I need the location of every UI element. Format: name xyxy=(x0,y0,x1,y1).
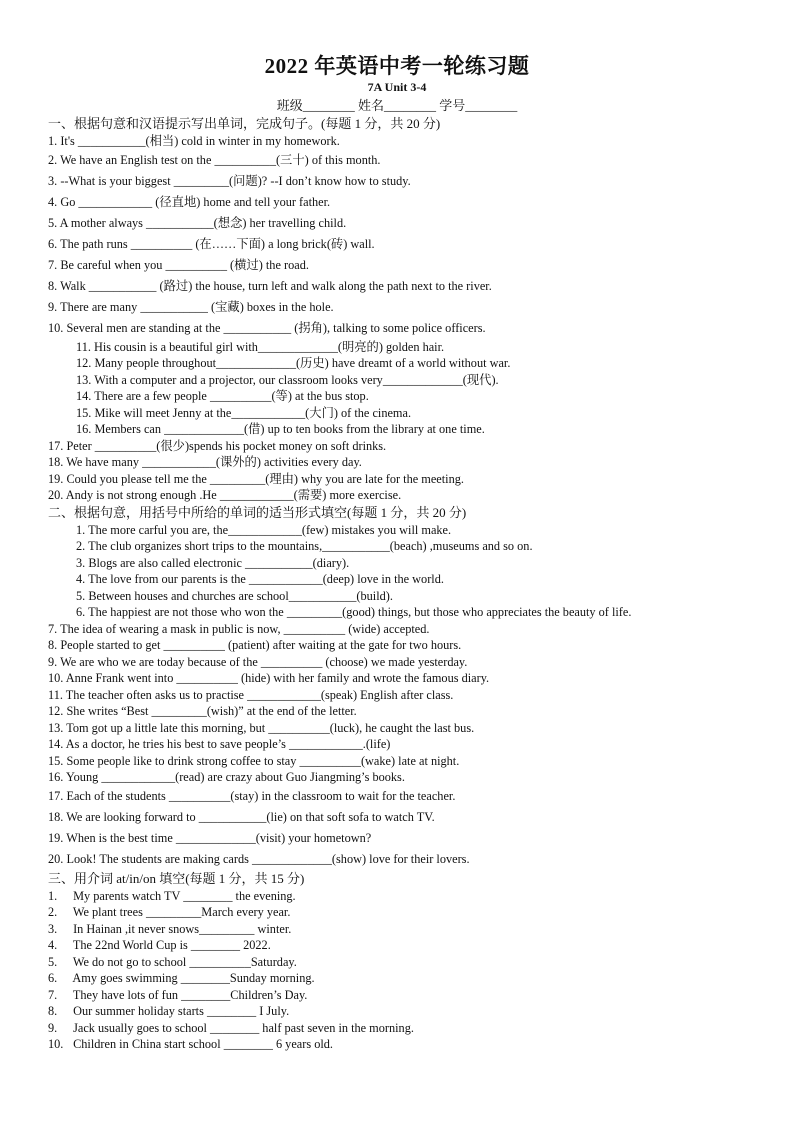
question-item xyxy=(48,555,768,572)
question-text: Some people like to drink strong coffee to stay __________(wake) late at night. xyxy=(66,753,460,768)
question-item xyxy=(48,888,768,905)
question-number: 16. xyxy=(76,422,92,436)
question-item xyxy=(48,192,768,213)
question-number: 6. xyxy=(48,971,58,985)
question-text: Mike will meet Jenny at the____________(大门) of the cinema. xyxy=(94,405,412,420)
question-text: Look! The students are making cards _____________(show) love for their lovers. xyxy=(66,851,470,866)
question-text: Tom got up a little late this morning, but __________(luck), he caught the last bus. xyxy=(66,720,475,735)
question-number: 8. xyxy=(48,278,58,293)
question-text: The happiest are not those who won the _________(good) things, but those who appreciates the beauty of life. xyxy=(88,605,632,619)
question-number: 10. xyxy=(48,1037,64,1051)
question-number: 1. xyxy=(76,522,86,537)
question-text: Anne Frank went into __________ (hide) with her family and wrote the famous diary. xyxy=(65,671,490,685)
question-item xyxy=(48,654,768,671)
question-item xyxy=(48,234,768,255)
question-text: We have many ____________(课外的) activities every day. xyxy=(66,455,362,469)
question-item xyxy=(48,405,768,422)
question-item xyxy=(48,954,768,971)
question-item xyxy=(48,255,768,276)
question-number: 20. xyxy=(48,488,64,502)
question-item xyxy=(48,421,768,438)
question-item xyxy=(48,753,768,770)
question-number: 4. xyxy=(76,572,86,586)
section-heading: 一、根据句意和汉语提示写出单词，完成句子。(每题 1 分，共 20 分) xyxy=(48,116,441,131)
question-text: We are looking forward to ___________(lie) on that soft sofa to watch TV. xyxy=(66,809,435,824)
question-item xyxy=(48,538,768,555)
question-text: Amy goes swimming ________Sunday morning. xyxy=(72,971,315,985)
question-number: 7. xyxy=(48,257,58,272)
section-2 xyxy=(48,504,768,870)
section-3 xyxy=(48,870,768,1053)
question-text: Children in China start school ________ 6 years old. xyxy=(73,1037,333,1051)
question-text: The idea of wearing a mask in public is now, __________ (wide) accepted. xyxy=(60,621,430,636)
question-number: 20. xyxy=(48,851,64,866)
question-number: 10. xyxy=(48,671,64,685)
question-item xyxy=(48,487,768,504)
question-number: 2. xyxy=(48,905,58,919)
question-text: Between houses and churches are school___________(build). xyxy=(88,588,393,603)
question-number: 5. xyxy=(48,954,58,969)
question-text: Peter __________(很少)spends his pocket money on soft drinks. xyxy=(66,438,387,453)
question-text: Several men are standing at the ___________ (拐角), talking to some police officers. xyxy=(66,320,486,335)
student-info-line: 班级________ 姓名________ 学号________ xyxy=(276,98,518,113)
question-number: 6. xyxy=(48,236,58,251)
question-number: 13. xyxy=(76,372,92,387)
question-number: 11. xyxy=(48,687,63,702)
question-number: 18. xyxy=(48,455,64,469)
question-number: 16. xyxy=(48,770,64,784)
question-item xyxy=(48,904,768,921)
question-item xyxy=(48,736,768,753)
question-text: Our summer holiday starts ________ I July. xyxy=(73,1004,290,1018)
question-text: The 22nd World Cup is ________ 2022. xyxy=(72,938,271,952)
question-text: The more carful you are, the____________(few) mistakes you will make. xyxy=(88,522,452,537)
question-text: The love from our parents is the ____________(deep) love in the world. xyxy=(88,572,444,586)
question-item xyxy=(48,388,768,405)
question-number: 8. xyxy=(48,1004,58,1018)
question-item xyxy=(48,807,768,828)
question-number: 3. xyxy=(48,921,58,936)
question-item xyxy=(48,471,768,488)
question-text: The club organizes short trips to the mountains,___________(beach) ,museums and so on. xyxy=(88,539,533,553)
question-text: The teacher often asks us to practise ____________(speak) English after class. xyxy=(65,687,454,702)
question-number: 19. xyxy=(48,471,64,486)
question-item xyxy=(48,769,768,786)
question-text: Andy is not strong enough .He ____________(需要) more exercise. xyxy=(65,488,402,502)
question-item xyxy=(48,687,768,704)
question-item xyxy=(48,133,768,150)
question-text: Members can _____________(借) up to ten books from the library at one time. xyxy=(94,422,485,436)
question-text: We have an English test on the __________(三十) of this month. xyxy=(60,152,381,167)
question-text: In Hainan ,it never snows_________ winter. xyxy=(73,921,292,936)
question-text: We do not go to school __________Saturday. xyxy=(72,954,297,969)
question-number: 9. xyxy=(48,1020,58,1035)
question-text: Jack usually goes to school ________ half past seven in the morning. xyxy=(73,1020,414,1035)
question-text: They have lots of fun ________Children’s Day. xyxy=(72,987,308,1002)
question-text: Be careful when you __________ (横过) the road. xyxy=(60,257,309,272)
question-item xyxy=(48,171,768,192)
question-item xyxy=(48,522,768,539)
question-text: She writes “Best _________(wish)” at the end of the letter. xyxy=(66,704,357,718)
question-text: Young ____________(read) are crazy about Guo Jiangming’s books. xyxy=(66,770,405,784)
question-text: His cousin is a beautiful girl with_____________(明亮的) golden hair. xyxy=(94,339,445,354)
question-text: As a doctor, he tries his best to save people’s ____________.(life) xyxy=(65,737,391,751)
question-item xyxy=(48,454,768,471)
question-item xyxy=(48,921,768,938)
question-item xyxy=(48,1036,768,1053)
question-text: Each of the students __________(stay) in the classroom to wait for the teacher. xyxy=(66,788,456,803)
question-text: With a computer and a projector, our classroom looks very_____________(现代). xyxy=(94,372,499,387)
question-number: 1. xyxy=(48,888,58,903)
question-number: 5. xyxy=(48,215,58,230)
question-text: --What is your biggest _________(问题)? --I don’t know how to study. xyxy=(60,173,411,188)
question-text: When is the best time _____________(visit) your hometown? xyxy=(66,830,372,845)
question-item xyxy=(48,1003,768,1020)
question-number: 12. xyxy=(48,704,64,718)
question-text: We are who we are today because of the __________ (choose) we made yesterday. xyxy=(60,654,468,669)
question-number: 7. xyxy=(48,621,58,636)
question-text: The path runs __________ (在……下面) a long brick(砖) wall. xyxy=(60,236,375,251)
unit-subtitle: 7A Unit 3-4 xyxy=(367,80,427,94)
page-title: 2022 年英语中考一轮练习题 xyxy=(264,54,530,78)
question-item xyxy=(48,372,768,389)
question-number: 2. xyxy=(76,539,86,553)
question-item xyxy=(48,571,768,588)
exercise-content xyxy=(48,115,768,1053)
question-item xyxy=(48,339,768,356)
question-number: 3. xyxy=(48,173,58,188)
question-number: 4. xyxy=(48,938,58,952)
question-item xyxy=(48,670,768,687)
question-item xyxy=(48,621,768,638)
question-text: Blogs are also called electronic ___________(diary). xyxy=(88,555,350,570)
question-number: 4. xyxy=(48,194,58,209)
question-item xyxy=(48,703,768,720)
question-item xyxy=(48,213,768,234)
question-item xyxy=(48,604,768,621)
question-item xyxy=(48,1020,768,1037)
question-number: 9. xyxy=(48,654,58,669)
section-1 xyxy=(48,115,768,504)
question-item xyxy=(48,318,768,339)
question-item xyxy=(48,849,768,870)
section-heading: 二、根据句意，用括号中所给的单词的适当形式填空(每题 1 分，共 20 分) xyxy=(48,504,467,520)
question-text: We plant trees _________March every year. xyxy=(72,905,291,919)
question-item xyxy=(48,355,768,372)
question-number: 15. xyxy=(48,753,64,768)
question-text: Many people throughout_____________(历史) have dreamt of a world without war. xyxy=(94,356,511,370)
question-item xyxy=(48,150,768,171)
question-number: 17. xyxy=(48,438,64,453)
question-number: 14. xyxy=(48,737,64,751)
question-number: 5. xyxy=(76,588,86,603)
question-number: 11. xyxy=(76,339,91,354)
question-item xyxy=(48,987,768,1004)
question-text: There are a few people __________(等) at the bus stop. xyxy=(94,389,369,403)
question-item xyxy=(48,588,768,605)
question-number: 18. xyxy=(48,809,64,824)
question-item xyxy=(48,276,768,297)
question-number: 15. xyxy=(76,405,92,420)
question-number: 3. xyxy=(76,555,86,570)
question-number: 2. xyxy=(48,152,58,167)
question-number: 7. xyxy=(48,987,58,1002)
question-text: My parents watch TV ________ the evening. xyxy=(73,888,296,903)
question-number: 19. xyxy=(48,830,64,845)
question-text: There are many ___________ (宝藏) boxes in the hole. xyxy=(60,299,334,314)
question-number: 17. xyxy=(48,788,64,803)
question-number: 12. xyxy=(76,356,92,370)
question-number: 1. xyxy=(48,134,58,148)
question-number: 13. xyxy=(48,720,64,735)
question-item xyxy=(48,720,768,737)
question-item xyxy=(48,297,768,318)
question-item xyxy=(48,786,768,807)
question-item xyxy=(48,970,768,987)
question-number: 6. xyxy=(76,605,86,619)
question-item xyxy=(48,637,768,654)
question-item xyxy=(48,828,768,849)
question-item xyxy=(48,937,768,954)
question-number: 10. xyxy=(48,320,64,335)
section-heading: 三、用介词 at/in/on 填空(每题 1 分，共 15 分) xyxy=(48,870,305,886)
question-number: 8. xyxy=(48,638,58,652)
question-text: Go ____________ (径直地) home and tell your father. xyxy=(60,194,331,209)
question-text: Could you please tell me the _________(理由) why you are late for the meeting. xyxy=(66,471,464,486)
question-text: People started to get __________ (patient) after waiting at the gate for two hours. xyxy=(60,638,462,652)
question-text: It's ___________(相当) cold in winter in my homework. xyxy=(60,134,340,148)
question-number: 14. xyxy=(76,389,92,403)
question-text: A mother always ___________(想念) her travelling child. xyxy=(59,215,347,230)
question-number: 9. xyxy=(48,299,58,314)
question-item xyxy=(48,438,768,455)
question-text: Walk ___________ (路过) the house, turn left and walk along the path next to the river. xyxy=(60,278,492,293)
